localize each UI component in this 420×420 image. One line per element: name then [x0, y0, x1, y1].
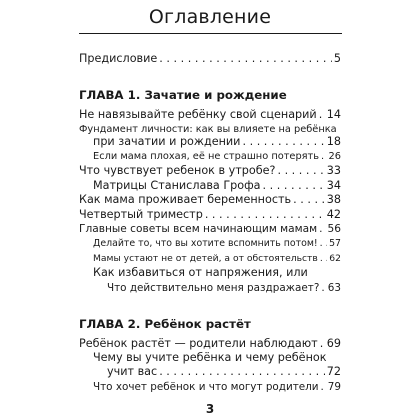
dot-leader	[205, 208, 325, 222]
dot-leader	[321, 380, 326, 394]
toc-entry[interactable]: Матрицы Станислава Грофа . . . 34	[93, 179, 341, 193]
page-title: Оглавление	[148, 6, 272, 28]
toc-entry-title-line[interactable]: Чему вы учите ребёнка и чему ребёнок	[93, 351, 327, 364]
toc-entry-preface[interactable]	[79, 52, 341, 66]
title-underline	[79, 33, 342, 34]
toc-entry[interactable]: Ребёнок растёт — родители наблюдают . . . 69	[79, 337, 341, 351]
toc-entry[interactable]: Четвертый триместр . . . 42	[79, 208, 341, 222]
dot-leader	[321, 281, 325, 295]
dot-leader	[319, 108, 325, 122]
toc-entry[interactable]: Главные советы всем начинающим мамам . . . 56	[79, 222, 341, 236]
toc-entry-title-line[interactable]: Фундамент личности: как вы влияете на ребёнка	[79, 124, 337, 135]
dot-leader	[320, 337, 325, 351]
toc-entry-title-line[interactable]: Как избавиться от напряжения, или	[93, 266, 308, 279]
toc-entry[interactable]: Что хочет ребёнок и что могут родители . . . 79	[93, 380, 341, 394]
chapter-heading[interactable]: ГЛАВА 1. Зачатие и рождение	[79, 88, 287, 102]
toc-entry[interactable]: учит вас . . . 72	[107, 365, 341, 379]
toc-entry[interactable]: Мамы устают не от детей, а от обстоятельств . . . 62	[93, 252, 341, 266]
toc-entry-page: 5	[333, 52, 341, 65]
dot-leader	[319, 222, 325, 236]
chapter-heading[interactable]: ГЛАВА 2. Ребёнок растёт	[79, 317, 251, 331]
dot-leader	[277, 164, 324, 178]
toc-entry[interactable]: Не навязывайте ребёнку свой сценарий . . . 14	[79, 108, 341, 122]
toc-entry[interactable]: при зачатии и рождении . . . 18	[93, 135, 341, 149]
toc-entry[interactable]: Как мама проживает беременность . . . 38	[79, 193, 341, 207]
toc-entry[interactable]: Если мама плохая, её не страшно потерять . . . 26	[93, 150, 341, 164]
toc-entry-title: Предисловие	[79, 52, 158, 65]
dot-leader	[159, 52, 332, 66]
dot-leader	[320, 237, 327, 251]
dot-leader	[293, 193, 325, 207]
dot-leader	[242, 135, 324, 149]
page-number: 3	[205, 402, 215, 416]
toc-entry[interactable]: Что действительно меня раздражает? . . . 63	[107, 281, 341, 295]
toc-entry[interactable]: Что чувствует ребенок в утробе? . . . 33	[79, 164, 341, 178]
dot-leader	[263, 179, 325, 193]
dot-leader	[159, 365, 325, 379]
toc-entry[interactable]: Делайте то, что вы хотите вспомнить потом! . . . 57	[93, 237, 341, 251]
dot-leader	[321, 150, 326, 164]
dot-leader	[320, 252, 327, 266]
